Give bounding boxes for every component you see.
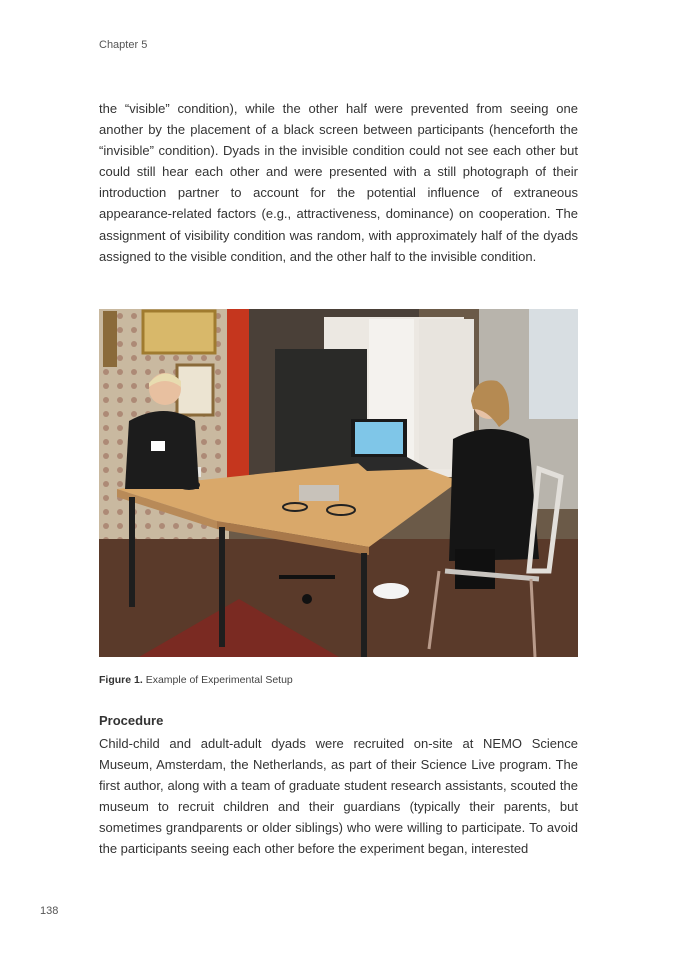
body-paragraph-1: the “visible” condition), while the other half were prevented from seeing one another by the placement of a black screen between participants (henceforth the “invisible” condition). Dyads in the invisible condition could not see each other but could still hear each other and were presented with a still photograph of their introduction partner to account for the potential influence of extraneous appearance-related factors (e.g., attractiveness, dominance) on cooperation. The assignment of visibility condition was random, with approximately half of the dyads assigned to the visible condition, and the other half to the invisible condition. [99,101,578,264]
figure-caption [99,674,293,686]
figure-caption-text: Example of Experimental Setup [145,674,293,686]
page-number: 138 [40,905,59,917]
figure-photo-experimental-setup [99,309,578,657]
section-heading-procedure: Procedure [99,713,164,728]
body-paragraph-2: Child-child and adult-adult dyads were recruited on-site at NEMO Science Museum, Amsterdam, the Netherlands, as part of their Science Live program. The first author, along with a team of graduate student research assistants, scouted the museum to recruit children and their guardians (typically their parents, but sometimes grandparents or older siblings) who were willing to participate. To avoid the participants seeing each other before the experiment began, interested [99,736,578,857]
running-head: Chapter 5 [99,39,148,51]
figure-caption-label: Figure 1. [99,674,143,686]
